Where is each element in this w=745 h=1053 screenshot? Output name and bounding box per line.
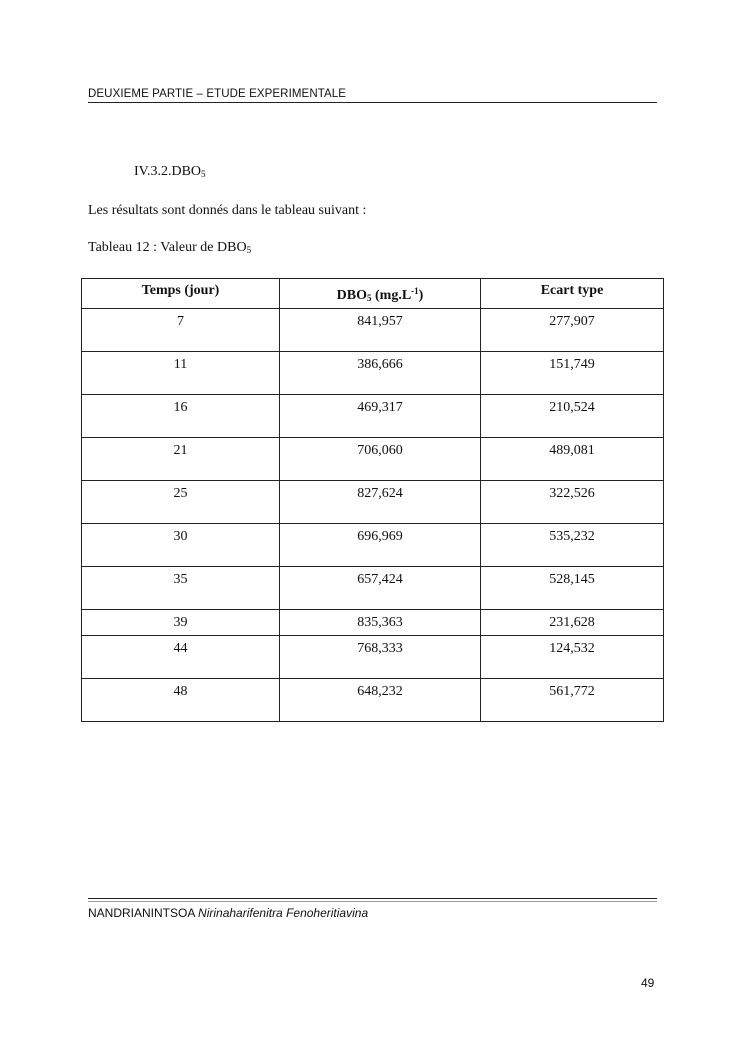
cell-ecart: 210,524 bbox=[481, 395, 664, 438]
cell-dbo5: 827,624 bbox=[280, 481, 481, 524]
header-dbo5-close: ) bbox=[418, 288, 424, 303]
footer-author bbox=[88, 906, 368, 920]
cell-temps: 21 bbox=[82, 438, 280, 481]
cell-temps: 7 bbox=[82, 309, 280, 352]
table-caption bbox=[88, 240, 251, 256]
cell-temps: 48 bbox=[82, 679, 280, 722]
cell-dbo5: 386,666 bbox=[280, 352, 481, 395]
author-given-name: Nirinaharifenitra Fenoheritiavina bbox=[198, 906, 369, 920]
header-ecart-type: Ecart type bbox=[481, 279, 664, 309]
table-row bbox=[82, 610, 664, 636]
author-surname: NANDRIANINTSOA bbox=[88, 906, 195, 920]
table-header-row bbox=[82, 279, 664, 309]
header-dbo5-subscript: 5 bbox=[367, 293, 372, 303]
section-title: DBO bbox=[171, 164, 202, 179]
table-row bbox=[82, 309, 664, 352]
header-dbo5 bbox=[280, 279, 481, 309]
cell-dbo5: 835,363 bbox=[280, 610, 481, 636]
cell-temps: 16 bbox=[82, 395, 280, 438]
table-row bbox=[82, 438, 664, 481]
cell-temps: 30 bbox=[82, 524, 280, 567]
footer-divider bbox=[88, 898, 657, 899]
table-row bbox=[82, 567, 664, 610]
cell-ecart: 124,532 bbox=[481, 636, 664, 679]
section-number: IV.3.2. bbox=[134, 164, 172, 179]
header-dbo5-unit: (mg.L bbox=[371, 288, 412, 303]
cell-ecart: 322,526 bbox=[481, 481, 664, 524]
page-number: 49 bbox=[641, 976, 655, 990]
caption-subscript: 5 bbox=[246, 245, 252, 255]
dbo5-table bbox=[81, 278, 664, 722]
cell-ecart: 489,081 bbox=[481, 438, 664, 481]
section-heading bbox=[134, 164, 206, 180]
table-row bbox=[82, 636, 664, 679]
cell-ecart: 231,628 bbox=[481, 610, 664, 636]
header-temps: Temps (jour) bbox=[82, 279, 280, 309]
cell-dbo5: 469,317 bbox=[280, 395, 481, 438]
cell-dbo5: 696,969 bbox=[280, 524, 481, 567]
cell-ecart: 277,907 bbox=[481, 309, 664, 352]
cell-dbo5: 648,232 bbox=[280, 679, 481, 722]
caption-text: Tableau 12 : Valeur de DBO bbox=[88, 240, 247, 255]
section-title-subscript: 5 bbox=[201, 169, 206, 179]
header-dbo5-superscript: -1 bbox=[411, 286, 419, 296]
cell-ecart: 561,772 bbox=[481, 679, 664, 722]
table-row bbox=[82, 395, 664, 438]
table-row bbox=[82, 524, 664, 567]
table-row bbox=[82, 352, 664, 395]
cell-dbo5: 657,424 bbox=[280, 567, 481, 610]
cell-dbo5: 706,060 bbox=[280, 438, 481, 481]
cell-ecart: 535,232 bbox=[481, 524, 664, 567]
cell-temps: 39 bbox=[82, 610, 280, 636]
cell-temps: 35 bbox=[82, 567, 280, 610]
table-row bbox=[82, 481, 664, 524]
cell-temps: 25 bbox=[82, 481, 280, 524]
cell-ecart: 151,749 bbox=[481, 352, 664, 395]
header-dbo5-main: DBO bbox=[336, 288, 367, 303]
table-row bbox=[82, 679, 664, 722]
intro-paragraph: Les résultats sont donnés dans le tableau suivant : bbox=[88, 203, 367, 218]
cell-dbo5: 768,333 bbox=[280, 636, 481, 679]
running-header: DEUXIEME PARTIE – ETUDE EXPERIMENTALE bbox=[88, 88, 657, 103]
cell-temps: 11 bbox=[82, 352, 280, 395]
cell-dbo5: 841,957 bbox=[280, 309, 481, 352]
footer-divider-shadow bbox=[88, 901, 657, 902]
cell-ecart: 528,145 bbox=[481, 567, 664, 610]
cell-temps: 44 bbox=[82, 636, 280, 679]
